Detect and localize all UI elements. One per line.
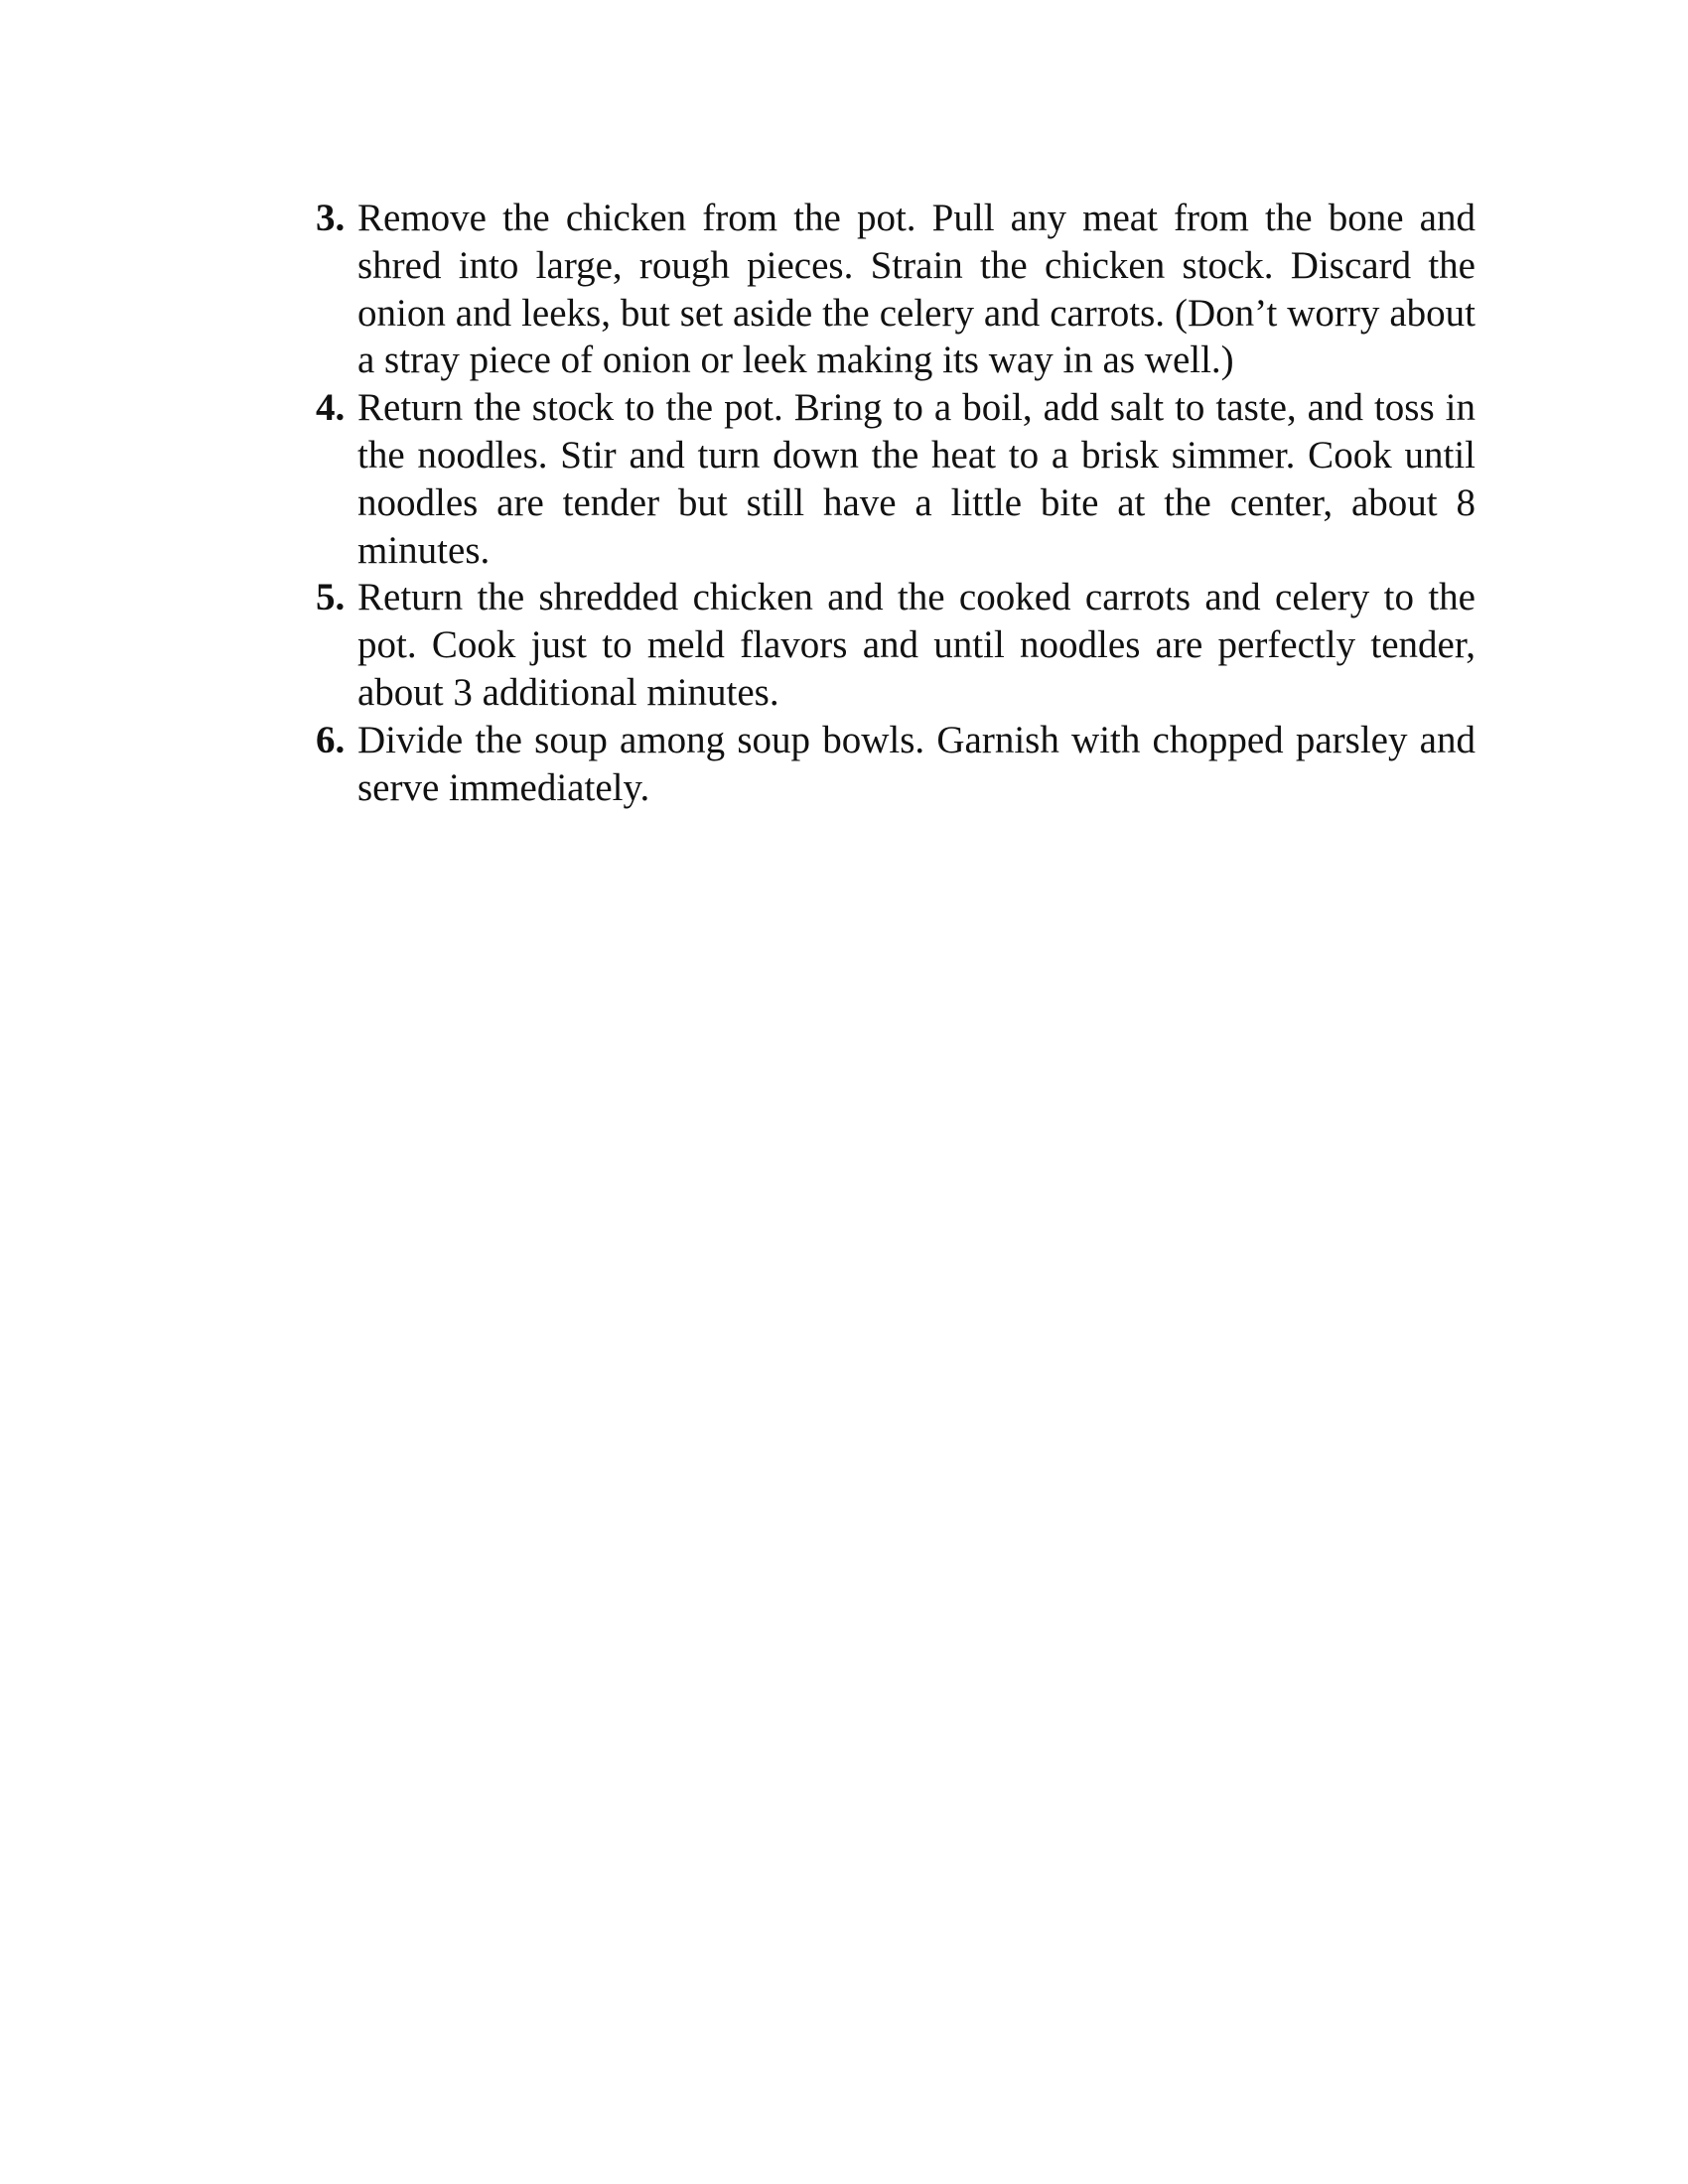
recipe-step-3 [316, 195, 1476, 384]
step-text: Return the stock to the pot. Bring to a boil, add salt to taste, and toss in the noodles. Stir and turn down the heat to a brisk simmer. Cook until noodles are tender but still have a little bite at the center, about 8 minutes. [357, 386, 1476, 572]
recipe-step-4 [316, 384, 1476, 574]
step-number: 3. [316, 197, 346, 239]
step-text: Remove the chicken from the pot. Pull any meat from the bone and shred into large, rough pieces. Strain the chicken stock. Discard the onion and leeks, but set aside the celery and carrots. (Don’t worry about a stray piece of onion or leek making its way in as well.) [357, 197, 1476, 382]
recipe-step-6 [316, 717, 1476, 812]
step-number: 5. [316, 576, 346, 619]
recipe-steps-list [316, 195, 1476, 811]
step-text: Return the shredded chicken and the cooked carrots and celery to the pot. Cook just to meld flavors and until noodles are perfectly tender, about 3 additional minutes. [357, 576, 1476, 714]
recipe-step-5 [316, 574, 1476, 716]
step-number: 6. [316, 718, 346, 761]
step-text: Divide the soup among soup bowls. Garnish with chopped parsley and serve immediately. [357, 718, 1476, 809]
step-number: 4. [316, 386, 346, 430]
